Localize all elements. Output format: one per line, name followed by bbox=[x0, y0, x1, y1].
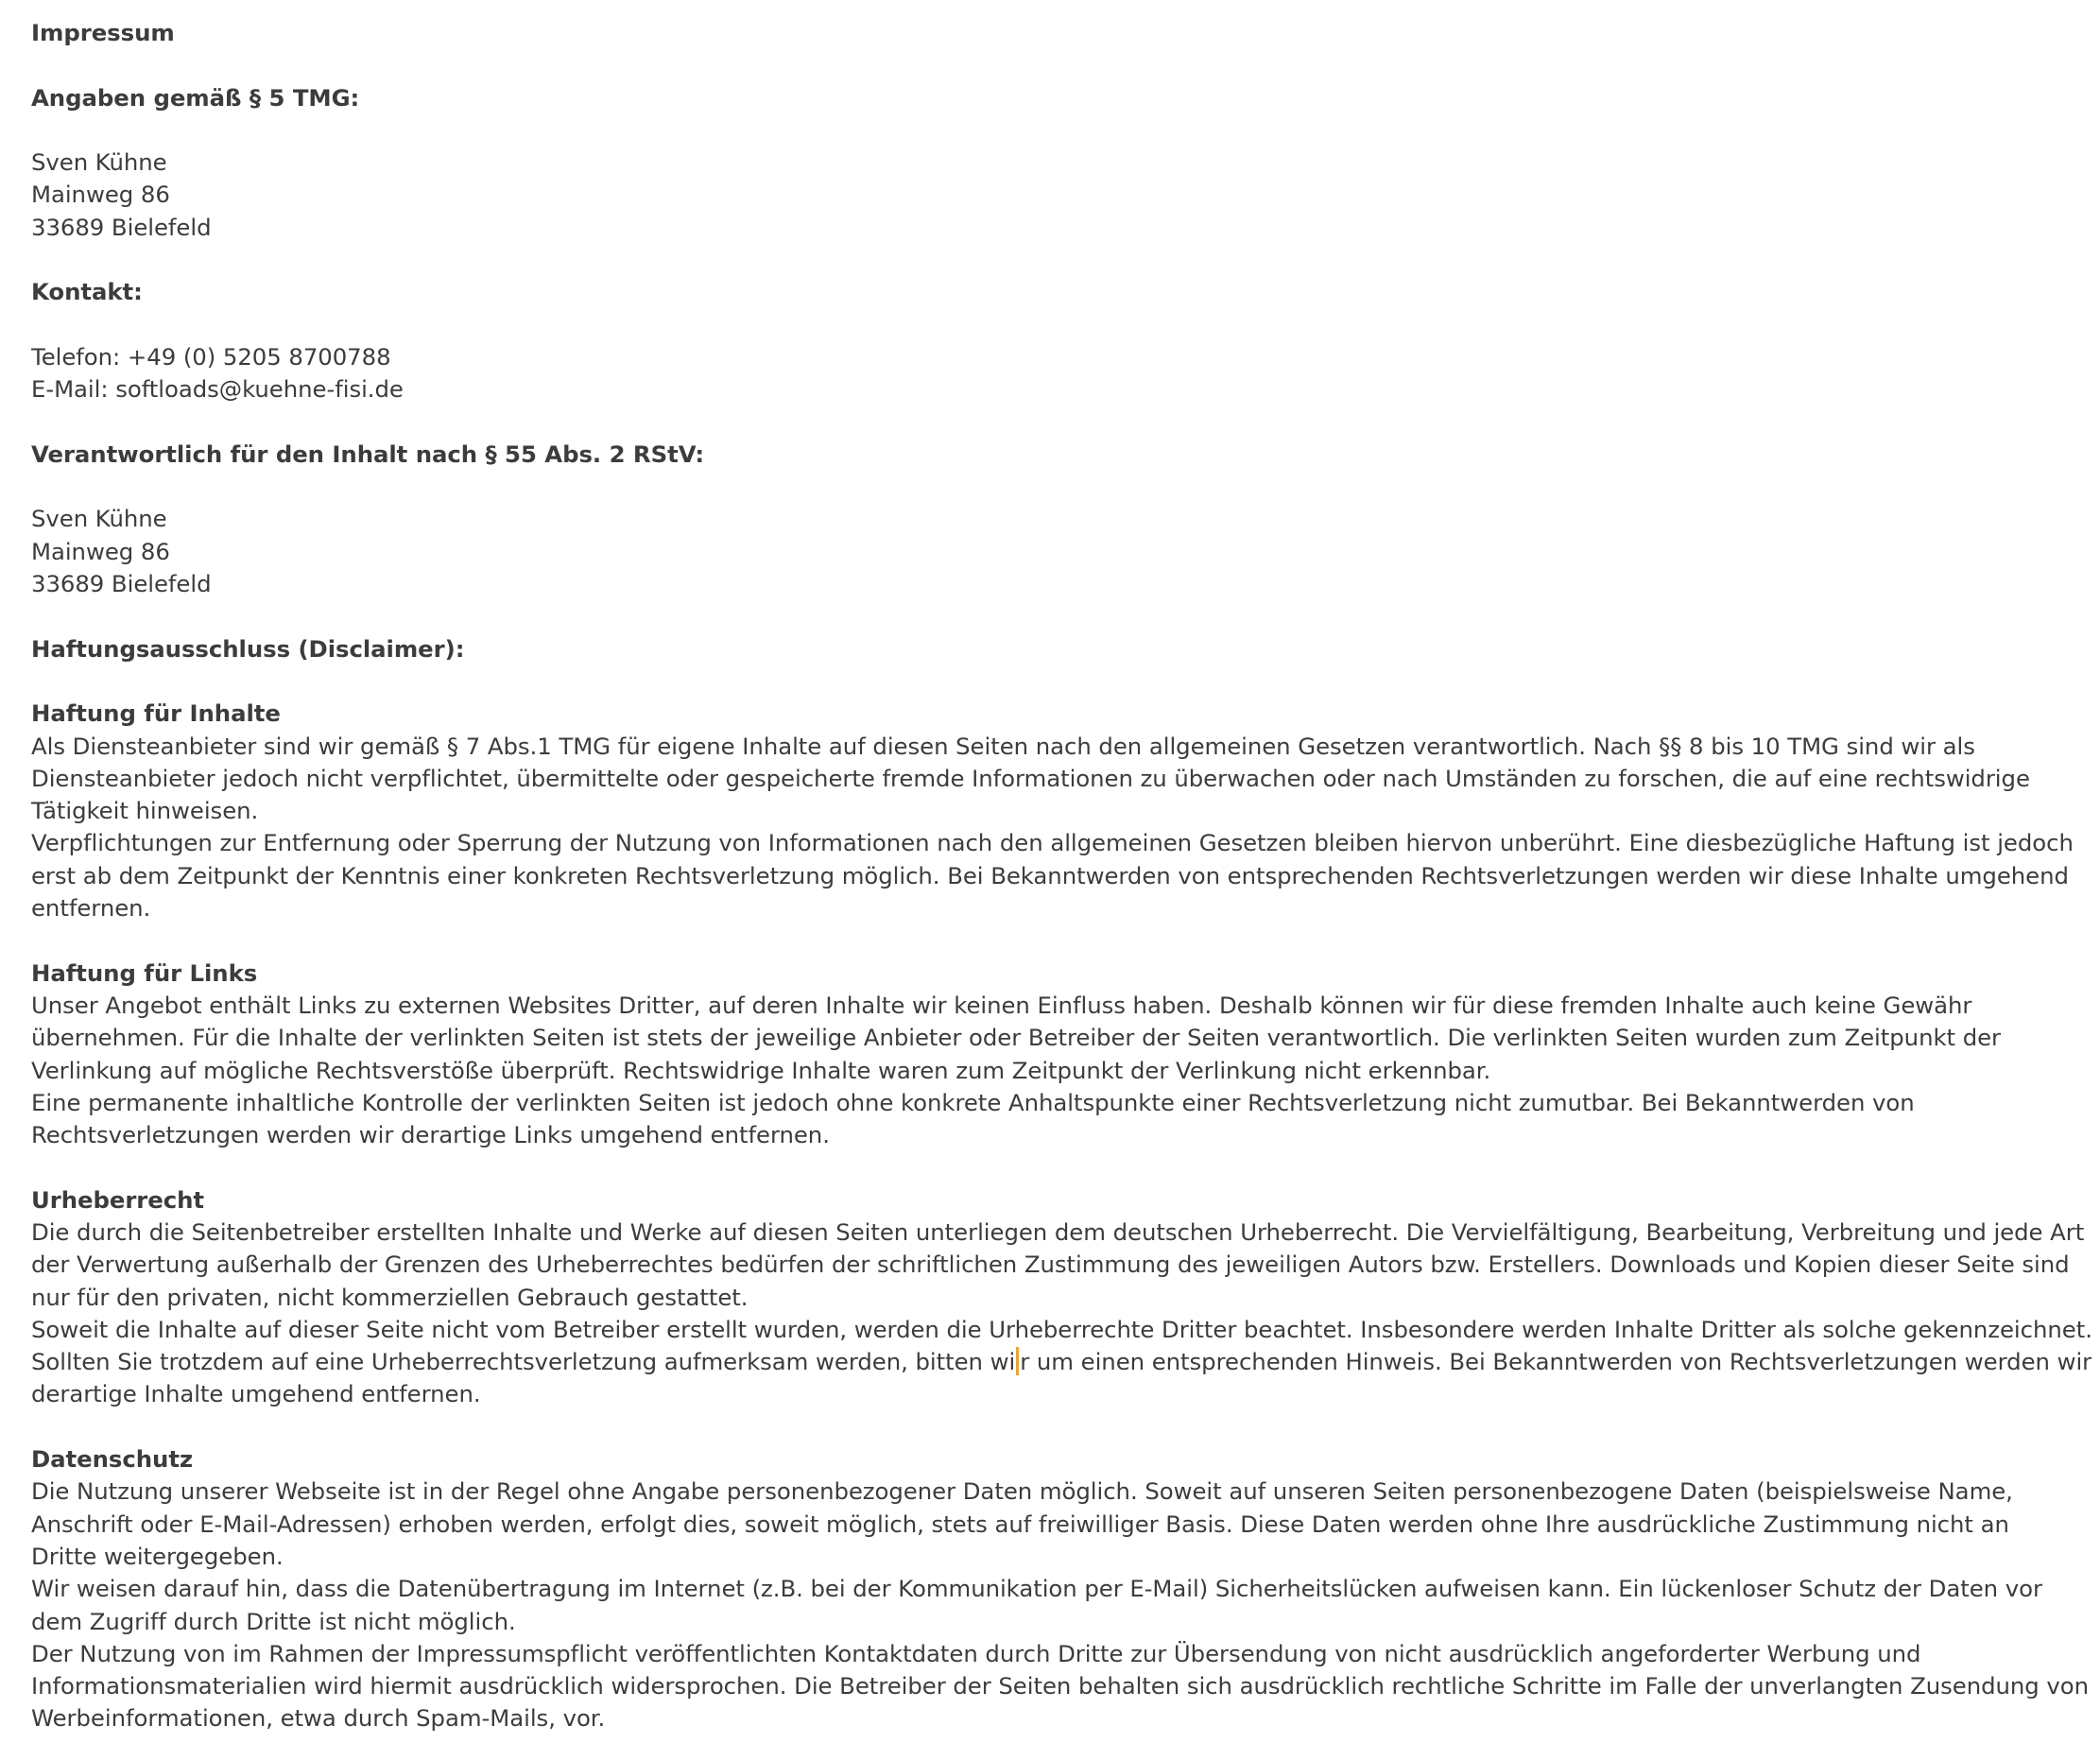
paragraph-line: entfernen. bbox=[31, 894, 151, 923]
paragraph-line: Anschrift oder E-Mail-Adressen) erhoben werden, erfolgt dies, soweit möglich, stets auf freiwilliger Basis. Diese Daten werden ohne Ihre ausdrückliche Zustimmung nicht an bbox=[31, 1510, 2009, 1538]
paragraph-line: Unser Angebot enthält Links zu externen Websites Dritter, auf deren Inhalte wir keinen Einfluss haben. Deshalb können wir für diese fremden Inhalte auch keine Gewähr bbox=[31, 991, 1972, 1019]
paragraph-line: dem Zugriff durch Dritte ist nicht möglich. bbox=[31, 1607, 516, 1635]
paragraph-line: Eine permanente inhaltliche Kontrolle der verlinkten Seiten ist jedoch ohne konkrete Anhaltspunkte einer Rechtsverletzung nicht zumutbar. Bei Bekanntwerden von bbox=[31, 1088, 1915, 1116]
paragraph-line: Werbeinformationen, etwa durch Spam-Mails, vor. bbox=[31, 1704, 606, 1733]
text-before-cursor: Sollten Sie trotzdem auf eine Urheberrechtsverletzung aufmerksam werden, bitten wi bbox=[31, 1348, 1016, 1376]
verantwortlich-heading: Verantwortlich für den Inhalt nach § 55 Abs. 2 RStV: bbox=[31, 440, 705, 468]
responsible-name: Sven Kühne bbox=[31, 505, 167, 533]
paragraph-line: Die durch die Seitenbetreiber erstellten Inhalte und Werke auf diesen Seiten unterliegen dem deutschen Urheberrecht. Die Vervielfältigung, Bearbeitung, Verbreitung und jede Art bbox=[31, 1217, 2085, 1246]
paragraph-line: erst ab dem Zeitpunkt der Kenntnis einer konkreten Rechtsverletzung möglich. Bei Bekanntwerden von entsprechenden Rechtsverletzungen werden wir diese Inhalte umgehend bbox=[31, 861, 2069, 889]
paragraph-line: Verlinkung auf mögliche Rechtsverstöße überprüft. Rechtswidrige Inhalte waren zum Zeitpunkt der Verlinkung nicht erkennbar. bbox=[31, 1056, 1491, 1084]
haftung-links-heading: Haftung für Links bbox=[31, 958, 258, 987]
haftung-inhalte-heading: Haftung für Inhalte bbox=[31, 699, 281, 728]
address-street: Mainweg 86 bbox=[31, 181, 170, 209]
impressum-document bbox=[31, 17, 2091, 1735]
text-cursor bbox=[1016, 1347, 1019, 1375]
paragraph-line: Tätigkeit hinweisen. bbox=[31, 797, 259, 825]
contact-phone: Telefon: +49 (0) 5205 8700788 bbox=[31, 342, 391, 371]
responsible-street: Mainweg 86 bbox=[31, 537, 170, 565]
disclaimer-heading: Haftungsausschluss (Disclaimer): bbox=[31, 634, 465, 663]
paragraph-line: Als Diensteanbieter sind wir gemäß § 7 Abs.1 TMG für eigene Inhalte auf diesen Seiten nach den allgemeinen Gesetzen verantwortlich. Nach §§ 8 bis 10 TMG sind wir als bbox=[31, 732, 1975, 760]
paragraph-line: Diensteanbieter jedoch nicht verpflichtet, übermittelte oder gespeicherte fremde Informationen zu überwachen oder nach Umständen zu forschen, die auf eine rechtswidrige bbox=[31, 764, 2030, 792]
paragraph-line-with-cursor[interactable] bbox=[31, 1346, 2091, 1378]
kontakt-heading: Kontakt: bbox=[31, 278, 143, 306]
paragraph-line: Informationsmaterialien wird hiermit ausdrücklich widersprochen. Die Betreiber der Seiten behalten sich ausdrücklich rechtliche Schritte im Falle der unverlangten Zusendung von bbox=[31, 1672, 2090, 1700]
contact-email: E-Mail: softloads@kuehne-fisi.de bbox=[31, 375, 404, 404]
paragraph-line: Wir weisen darauf hin, dass die Datenübertragung im Internet (z.B. bei der Kommunikation per E-Mail) Sicherheitslücken aufweisen kann. Ein lückenloser Schutz der Daten vor bbox=[31, 1575, 2042, 1603]
paragraph-line: übernehmen. Für die Inhalte der verlinkten Seiten ist stets der jeweilige Anbieter oder Betreiber der Seiten verantwortlich. Die verlinkten Seiten wurden zum Zeitpunkt der bbox=[31, 1024, 2002, 1052]
paragraph-line: Rechtsverletzungen werden wir derartige Links umgehend entfernen. bbox=[31, 1121, 830, 1149]
paragraph-line: Verpflichtungen zur Entfernung oder Sperrung der Nutzung von Informationen nach den allgemeinen Gesetzen bleiben hiervon unberührt. Eine diesbezügliche Haftung ist jedoch bbox=[31, 829, 2074, 857]
paragraph-line: Dritte weitergegeben. bbox=[31, 1542, 284, 1570]
address-name: Sven Kühne bbox=[31, 148, 167, 177]
page-title: Impressum bbox=[31, 19, 175, 46]
angaben-heading: Angaben gemäß § 5 TMG: bbox=[31, 83, 360, 112]
responsible-city: 33689 Bielefeld bbox=[31, 570, 212, 598]
paragraph-line: derartige Inhalte umgehend entfernen. bbox=[31, 1380, 481, 1408]
paragraph-line: Die Nutzung unserer Webseite ist in der Regel ohne Angabe personenbezogener Daten möglich. Soweit auf unseren Seiten personenbezogene Daten (beispielsweise Name, bbox=[31, 1477, 2013, 1506]
text-after-cursor: r um einen entsprechenden Hinweis. Bei Bekanntwerden von Rechtsverletzungen werden wir bbox=[1020, 1348, 2092, 1376]
datenschutz-heading: Datenschutz bbox=[31, 1445, 194, 1474]
paragraph-line: Soweit die Inhalte auf dieser Seite nicht vom Betreiber erstellt wurden, werden die Urheberrechte Dritter beachtet. Insbesondere werden Inhalte Dritter als solche gekennzeichnet. bbox=[31, 1315, 2092, 1343]
paragraph-line: der Verwertung außerhalb der Grenzen des Urheberrechtes bedürfen der schriftlichen Zustimmung des jeweiligen Autors bzw. Erstellers. Downloads und Kopien dieser Seite sind bbox=[31, 1251, 2070, 1279]
address-city: 33689 Bielefeld bbox=[31, 213, 212, 241]
paragraph-line: Der Nutzung von im Rahmen der Impressumspflicht veröffentlichten Kontaktdaten durch Dritte zur Übersendung von nicht ausdrücklich angeforderter Werbung und bbox=[31, 1639, 1921, 1667]
paragraph-line: nur für den privaten, nicht kommerziellen Gebrauch gestattet. bbox=[31, 1283, 749, 1311]
urheberrecht-heading: Urheberrecht bbox=[31, 1185, 204, 1214]
